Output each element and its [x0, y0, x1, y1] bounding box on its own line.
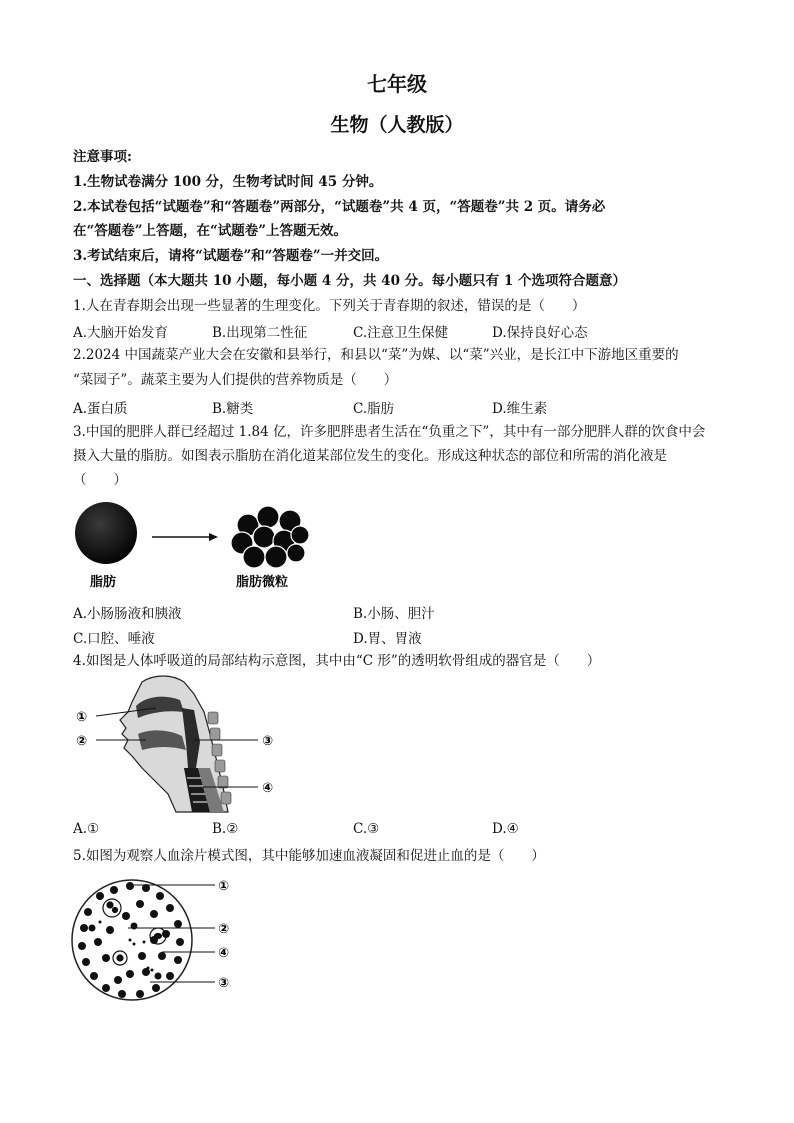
q1-option-d[interactable]: D.保持良好心态	[492, 325, 588, 341]
q3-option-b[interactable]: B.小肠、胆汁	[353, 606, 435, 622]
section-heading: 一、选择题（本大题共 10 小题，每小题 4 分，共 40 分。每小题只有 1 个选项符合题意）	[73, 273, 626, 289]
label-2: ②	[218, 922, 230, 937]
q3-stem-line-1: 3.中国的肥胖人群已经超过 1.84 亿，许多肥胖患者生活在“负重之下”，其中有一部分肥胖人群的饮食中会	[73, 424, 706, 440]
q3-options-row-1	[73, 602, 723, 620]
q2-options	[73, 397, 723, 415]
q3-stem-line-2: 摄入大量的脂肪。如图表示脂肪在消化道某部位发生的变化。形成这种状态的部位和所需的消化液是	[73, 448, 667, 464]
respiratory-tract-figure	[72, 672, 287, 817]
fat-globule-icon	[75, 502, 137, 564]
fig-label-fat-particles: 脂肪微粒	[236, 575, 289, 590]
blood-smear-figure	[70, 876, 250, 1006]
q3-option-d[interactable]: D.胃、胃液	[353, 631, 422, 647]
q3-stem-line-3: （ ）	[73, 472, 127, 488]
q5-stem: 5.如图为观察人血涂片模式图，其中能够加速血液凝固和促进止血的是（ ）	[73, 848, 545, 864]
label-4: ④	[262, 781, 274, 796]
fig-label-fat: 脂肪	[90, 575, 117, 590]
q3-option-c[interactable]: C.口腔、唾液	[73, 631, 155, 647]
label-2: ②	[76, 734, 88, 749]
q4-options	[73, 821, 723, 839]
q1-option-c[interactable]: C.注意卫生保健	[353, 325, 449, 341]
q2-option-b[interactable]: B.糖类	[212, 401, 254, 417]
q2-option-a[interactable]: A.蛋白质	[73, 401, 128, 417]
fat-emulsification-figure	[70, 495, 310, 595]
q4-option-d[interactable]: D.④	[492, 821, 519, 837]
q2-option-c[interactable]: C.脂肪	[353, 401, 395, 417]
q1-option-b[interactable]: B.出现第二性征	[212, 325, 308, 341]
label-1: ①	[76, 710, 88, 725]
q4-option-c[interactable]: C.③	[353, 821, 380, 837]
q1-option-a[interactable]: A.大脑开始发育	[73, 325, 169, 341]
note-2-line-2: 在“答题卷”上答题，在“试题卷”上答题无效。	[73, 223, 348, 239]
notes-heading: 注意事项:	[73, 149, 132, 165]
q1-options	[73, 321, 723, 339]
q3-option-a[interactable]: A.小肠肠液和胰液	[73, 606, 182, 622]
note-3: 3.考试结束后，请将“试题卷”和“答题卷”一并交回。	[73, 248, 389, 264]
grade-title: 七年级	[367, 72, 427, 96]
label-3: ③	[218, 976, 230, 991]
arrow-head-icon	[209, 533, 218, 541]
label-3: ③	[262, 734, 274, 749]
q2-stem-line-1: 2.2024 中国蔬菜产业大会在安徽和县举行，和县以“菜”为媒、以“菜”兴业，是长江中下游地区重要的	[73, 347, 679, 363]
q2-option-d[interactable]: D.维生素	[492, 401, 548, 417]
label-1: ①	[218, 879, 230, 894]
q4-option-b[interactable]: B.②	[212, 821, 239, 837]
q3-options-row-2	[73, 627, 723, 645]
fat-droplets-icon	[231, 506, 309, 568]
subject-title: 生物（人教版）	[330, 114, 464, 136]
note-1: 1.生物试卷满分 100 分，生物考试时间 45 分钟。	[73, 174, 383, 190]
q4-stem: 4.如图是人体呼吸道的局部结构示意图，其中由“C 形”的透明软骨组成的器官是（ ）	[73, 653, 601, 669]
q1-stem: 1.人在青春期会出现一些显著的生理变化。下列关于青春期的叙述，错误的是（ ）	[73, 298, 586, 314]
note-2-line-1: 2.本试卷包括“试题卷”和“答题卷”两部分，“试题卷”共 4 页，“答题卷”共 2 页。请务必	[73, 199, 606, 215]
label-4: ④	[218, 946, 230, 961]
q2-stem-line-2: “菜园子”。蔬菜主要为人们提供的营养物质是（ ）	[73, 372, 398, 388]
q4-option-a[interactable]: A.①	[73, 821, 100, 837]
